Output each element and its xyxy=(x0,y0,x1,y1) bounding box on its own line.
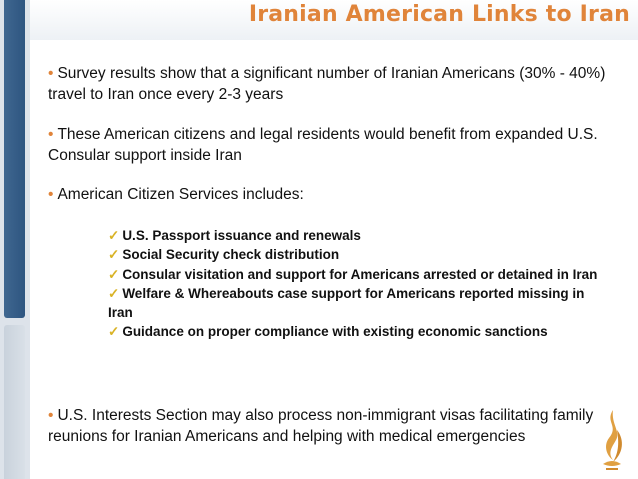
checklist-item-text: Welfare & Whereabouts case support for Americans reported missing in Iran xyxy=(108,285,585,321)
checklist-item-text: Guidance on proper compliance with existing economic sanctions xyxy=(122,324,548,340)
bullet-dot: • xyxy=(48,126,54,143)
checklist-item xyxy=(108,322,608,341)
bullet-dot: • xyxy=(48,407,54,424)
left-decorative-bar xyxy=(0,0,30,479)
checklist-item xyxy=(108,284,608,323)
check-icon: ✓ xyxy=(108,324,120,340)
flame-logo-icon xyxy=(597,408,627,474)
bullet-dot: • xyxy=(48,65,54,82)
checklist-item xyxy=(108,226,608,245)
bullet-text: Survey results show that a significant number of Iranian Americans (30% - 40%) travel to Iran once every 2-3 years xyxy=(48,65,606,103)
check-icon: ✓ xyxy=(108,266,120,282)
bullet-paragraph-2 xyxy=(48,124,628,166)
left-bar-segment-bottom xyxy=(4,325,25,479)
checklist-item xyxy=(108,245,608,264)
check-icon: ✓ xyxy=(108,285,120,301)
checklist-item xyxy=(108,265,608,284)
bullet-paragraph-1 xyxy=(48,63,628,105)
checklist-item-text: Consular visitation and support for Americans arrested or detained in Iran xyxy=(122,266,598,282)
bullet-text: U.S. Interests Section may also process non-immigrant visas facilitating family reunions for Iranian Americans and helping with medical emergencies xyxy=(48,407,594,445)
checklist-item-text: U.S. Passport issuance and renewals xyxy=(122,228,361,243)
bullet-text: American Citizen Services includes: xyxy=(57,186,304,203)
slide-title: Iranian American Links to Iran xyxy=(248,2,630,27)
checklist-item-text: Social Security check distribution xyxy=(122,247,340,263)
title-bar xyxy=(30,0,638,40)
services-checklist xyxy=(108,226,608,342)
bullet-paragraph-3 xyxy=(48,184,628,205)
bullet-dot: • xyxy=(48,186,54,203)
bullet-text: These American citizens and legal residents would benefit from expanded U.S. Consular support inside Iran xyxy=(48,126,598,164)
check-icon: ✓ xyxy=(108,247,120,263)
bullet-paragraph-4 xyxy=(48,405,628,447)
left-bar-segment-top xyxy=(4,0,25,318)
check-icon: ✓ xyxy=(108,228,120,243)
